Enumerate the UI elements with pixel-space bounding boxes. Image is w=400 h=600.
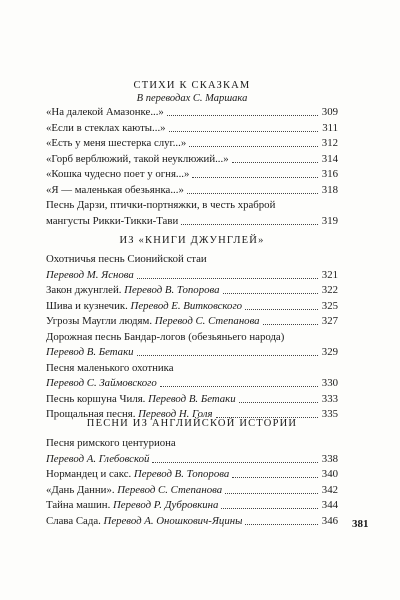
- entry-title-line1: Песня маленького охотника: [46, 361, 174, 374]
- section-header: [46, 80, 338, 104]
- toc-entry: [46, 483, 338, 499]
- entry-translator: Перевод С. Займовского: [46, 377, 157, 389]
- entry-translator: Перевод С. Степанова: [154, 315, 260, 327]
- page-number: 330: [321, 377, 338, 389]
- dot-leader: [137, 278, 318, 279]
- page-number: 338: [321, 452, 338, 465]
- toc-entry: [46, 198, 338, 229]
- entry-translator: Перевод М. Яснова: [46, 268, 134, 281]
- dot-leader: [192, 177, 318, 178]
- toc-entry: [46, 252, 338, 283]
- entry-title: «Есть у меня шестерка слуг...»: [46, 137, 187, 149]
- dot-leader: [152, 462, 318, 463]
- page-number: 312: [321, 137, 338, 149]
- section-title: СТИХИ К СКАЗКАМ: [133, 80, 251, 91]
- toc-entry: [46, 436, 338, 467]
- entry-title: «На далекой Амазонке...»: [46, 106, 164, 118]
- page-number: 325: [321, 299, 338, 312]
- entry-title: Песнь коршуна Чиля.: [46, 392, 146, 405]
- entry-title: «Горб верблюжий, такой неуклюжий...»: [46, 152, 229, 165]
- toc-entry: [46, 330, 338, 361]
- dot-leader: [225, 493, 318, 494]
- toc-entry: [46, 183, 338, 199]
- dot-leader: [232, 162, 318, 163]
- dot-leader: [245, 309, 318, 310]
- section-title: ИЗ «КНИГИ ДЖУНГЛЕЙ»: [119, 235, 265, 246]
- dot-leader: [160, 386, 318, 387]
- page-number: 319: [321, 214, 338, 227]
- page-number: 311: [322, 121, 338, 134]
- entry-translator: Перевод А. Глебовской: [46, 452, 150, 465]
- entry-title-line1: Дорожная песнь Бандар-логов (обезьяньего народа): [46, 330, 285, 343]
- page-folio-number: 381: [352, 518, 369, 530]
- section-header: [46, 418, 338, 429]
- dot-leader: [232, 477, 318, 478]
- entry-translator: Перевод В. Топорова: [133, 468, 230, 480]
- entry-title: Прощальная песня.: [46, 408, 136, 420]
- page-number: 344: [321, 499, 338, 511]
- dot-leader: [223, 293, 318, 294]
- entry-title: Слава Сада.: [46, 514, 101, 527]
- page-number: 342: [321, 483, 338, 496]
- entry-title: Закон джунглей.: [46, 284, 122, 296]
- page-number: 333: [321, 392, 338, 405]
- toc-entry: [46, 392, 338, 408]
- dot-leader: [263, 324, 318, 325]
- entry-translator: Перевод А. Оношкович-Яцины: [103, 514, 243, 527]
- toc-entry: [46, 136, 338, 152]
- page-number: 340: [321, 468, 338, 480]
- entry-translator: Перевод Н. Голя: [138, 408, 213, 420]
- dot-leader: [137, 355, 318, 356]
- page-number: 314: [321, 152, 338, 165]
- toc-entry: [46, 314, 338, 330]
- entry-title: Тайна машин.: [46, 499, 111, 511]
- toc-entry: [46, 361, 338, 392]
- entry-translator: Перевод В. Бетаки: [148, 392, 236, 405]
- section-entries: [46, 436, 338, 529]
- entry-title-line1: Песнь Дарзи, птички-портняжки, в честь храброй: [46, 199, 276, 211]
- entry-title: «Если в стеклах каюты...»: [46, 121, 166, 134]
- dot-leader: [187, 193, 318, 194]
- dot-leader: [221, 508, 318, 509]
- toc-entry: [46, 167, 338, 183]
- toc-entry: [46, 152, 338, 168]
- section-title: ПЕСНИ ИЗ АНГЛИЙСКОЙ ИСТОРИИ: [86, 418, 298, 429]
- toc-entry: [46, 467, 338, 483]
- section-subtitle: В переводах С. Маршака: [136, 93, 248, 104]
- section-header: [46, 235, 338, 246]
- dot-leader: [181, 224, 318, 225]
- dot-leader: [189, 146, 318, 147]
- page-number: 309: [321, 106, 338, 118]
- entry-translator: Перевод Р. Дубровкина: [113, 499, 219, 511]
- toc-entry: [46, 514, 338, 530]
- toc-entry: [46, 105, 338, 121]
- page-number: 346: [321, 514, 338, 527]
- toc-entry: [46, 283, 338, 299]
- dot-leader: [169, 131, 318, 132]
- entry-translator: Перевод С. Степанова: [117, 483, 223, 496]
- page-number: 321: [321, 268, 338, 281]
- page-number: 318: [321, 183, 338, 196]
- entry-translator: Перевод Е. Витковского: [130, 299, 243, 312]
- entry-title-line1: Песня римского центуриона: [46, 437, 176, 449]
- page-number: 335: [321, 408, 338, 420]
- section-entries: [46, 252, 338, 423]
- entry-title: «Я — маленькая обезьянка...»: [46, 183, 184, 196]
- entry-title: «Дань Данни».: [46, 483, 115, 496]
- entry-title: мангусты Рикки-Тикки-Тави: [46, 214, 179, 227]
- dot-leader: [239, 402, 318, 403]
- page-number: 316: [321, 168, 338, 180]
- dot-leader: [167, 115, 318, 116]
- toc-entry: [46, 498, 338, 514]
- entry-title: Нормандец и сакс.: [46, 468, 132, 480]
- entry-title-line1: Охотничья песнь Сионийской стаи: [46, 253, 207, 265]
- page-number: 329: [321, 346, 338, 358]
- entry-title: «Кошка чудесно поет у огня...»: [46, 168, 190, 180]
- section-entries: [46, 105, 338, 229]
- page-number: 322: [321, 284, 338, 296]
- page-number: 327: [321, 315, 338, 327]
- dot-leader: [245, 524, 318, 525]
- entry-title: Угрозы Маугли людям.: [46, 315, 153, 327]
- entry-translator: Перевод В. Бетаки: [46, 346, 134, 358]
- toc-entry: [46, 121, 338, 137]
- entry-title: Шива и кузнечик.: [46, 299, 128, 312]
- entry-translator: Перевод В. Топорова: [124, 284, 220, 296]
- toc-entry: [46, 299, 338, 315]
